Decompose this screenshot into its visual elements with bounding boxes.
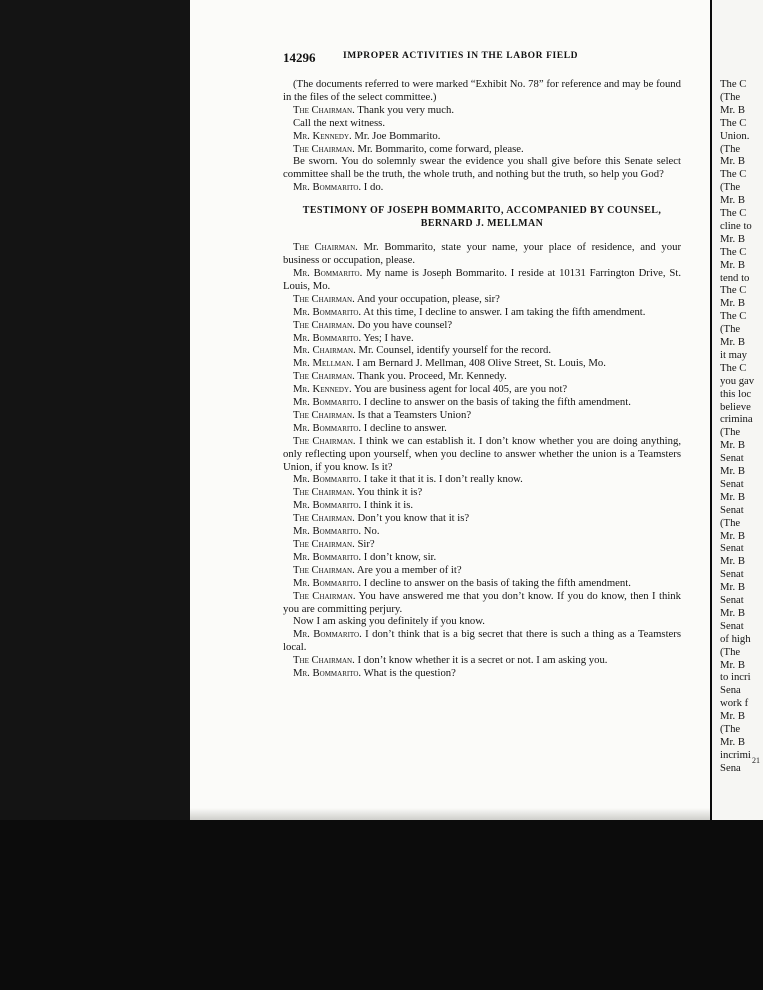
facing-page-line: Mr. B xyxy=(720,155,745,168)
section-heading: TESTIMONY OF JOSEPH BOMMARITO, ACCOMPANIED BY COUNSEL, BERNARD J. MELLMAN xyxy=(302,205,662,229)
paragraph xyxy=(283,667,681,680)
paragraph xyxy=(283,525,681,538)
paragraph-text: Mr. Joe Bommarito. xyxy=(351,129,441,142)
paragraph-text: I think it is. xyxy=(361,499,414,512)
facing-page-line: it may xyxy=(720,348,748,361)
facing-page-line: The C xyxy=(720,168,747,181)
paragraph xyxy=(283,473,681,486)
facing-page-line: (The xyxy=(720,142,741,155)
facing-page-line: The C xyxy=(720,116,747,129)
speaker-name: Mr. Bommarito. xyxy=(293,473,362,486)
paragraph xyxy=(283,383,681,396)
facing-page-line: (The xyxy=(720,723,741,735)
paragraph-text: No. xyxy=(361,525,380,538)
paragraph-text: Sir? xyxy=(354,538,375,550)
paragraph xyxy=(283,409,681,422)
paragraph xyxy=(283,117,681,130)
facing-page-line: Mr. B xyxy=(720,336,745,348)
facing-page-line: work f xyxy=(720,697,749,710)
paragraph xyxy=(283,486,681,499)
paragraph-text: You have answered me that you don’t know. If you do know, then I think you are committing perjury. xyxy=(283,589,681,615)
speaker-name: The Chairman. xyxy=(293,486,355,499)
facing-page-line: Mr. B xyxy=(720,465,745,477)
speaker-name: Mr. Bommarito. xyxy=(293,499,362,512)
facing-page-line: The C xyxy=(720,361,747,374)
paragraph xyxy=(283,344,681,357)
speaker-name: Mr. Bommarito. xyxy=(293,576,362,589)
paragraph xyxy=(283,155,681,181)
facing-page-line: Mr. B xyxy=(720,194,745,207)
paragraph-text: I take it that it is. I don’t really know. xyxy=(361,473,523,486)
paragraph-text: Thank you. Proceed, Mr. Kennedy. xyxy=(354,370,507,383)
facing-page-line: Mr. B xyxy=(720,658,745,671)
speaker-name: Mr. Bommarito. xyxy=(293,266,363,279)
paragraph-text: Mr. Counsel, identify yourself for the record. xyxy=(355,344,552,357)
speaker-name: Mr. Bommarito. xyxy=(293,331,362,344)
speaker-name: Mr. Chairman. xyxy=(293,344,356,357)
facing-page-line: The C xyxy=(720,207,747,219)
paragraph xyxy=(283,370,681,383)
facing-page-line: Mr. B xyxy=(720,232,745,245)
paragraph xyxy=(283,241,681,267)
facing-page-line: (The xyxy=(720,516,741,529)
facing-page-line: cline to xyxy=(720,219,752,232)
speaker-name: Mr. Kennedy. xyxy=(293,383,352,396)
paragraph-text: I decline to answer. xyxy=(361,421,447,434)
speaker-name: The Chairman. xyxy=(293,370,355,383)
page-number: 14296 xyxy=(283,50,316,65)
speaker-name: The Chairman. xyxy=(293,654,355,667)
intro-paragraphs xyxy=(283,78,681,194)
speaker-name: Mr. Bommarito. xyxy=(293,181,362,194)
paragraph xyxy=(283,538,681,551)
speaker-name: Mr. Bommarito. xyxy=(293,396,362,409)
page-header xyxy=(283,50,723,66)
speaker-name: The Chairman. xyxy=(293,318,355,331)
paragraph xyxy=(283,181,681,194)
facing-page-line: Senat xyxy=(720,503,744,516)
facing-page-fragment xyxy=(712,0,763,820)
facing-page-line: crimina xyxy=(720,413,753,426)
facing-page-line: believe xyxy=(720,400,751,413)
facing-page-line: Senat xyxy=(720,568,744,581)
speaker-name: Mr. Bommarito. xyxy=(293,550,362,563)
paragraph-text: Mr. Bommarito, state your name, your place of residence, and your business or occupation, please. xyxy=(283,241,682,267)
facing-page-line: this loc xyxy=(720,387,752,400)
facing-page-line: (The xyxy=(720,90,741,103)
facing-page-line: Mr. B xyxy=(720,606,745,619)
paragraph-text: I decline to answer on the basis of taking the fifth amendment. xyxy=(361,396,631,409)
facing-page-line: (The xyxy=(720,181,741,194)
paragraph xyxy=(283,319,681,332)
paragraph xyxy=(283,615,681,628)
facing-page-line: Senat xyxy=(720,594,744,606)
speaker-name: Mr. Mellman. xyxy=(293,357,354,370)
speaker-name: Mr. Bommarito. xyxy=(293,525,362,538)
paragraph-text: I think we can establish it. I don’t know whether you are doing anything, only reflecting upon yourself, when you decline to answer whether the union is a Teamsters Union, if you know. Is it? xyxy=(283,434,681,473)
facing-page-line: (The xyxy=(720,323,741,336)
paragraph-text: And your occupation, please, sir? xyxy=(354,292,500,305)
paragraph xyxy=(283,332,681,345)
paragraph-text: I don’t know, sir. xyxy=(361,550,437,563)
paragraph xyxy=(283,512,681,525)
facing-page-line: The C xyxy=(720,284,747,297)
testimony-transcript xyxy=(283,241,681,680)
paragraph-text: Be sworn. You do solemnly swear the evidence you shall give before this Senate select committee shall be the truth, the whole truth, and nothing but the truth, so help you God? xyxy=(283,155,681,181)
facing-page-line: tend to xyxy=(720,271,750,284)
facing-page-line: Mr. B xyxy=(720,490,745,503)
facing-page-line: Sena xyxy=(720,684,741,697)
paragraph xyxy=(283,435,681,474)
paragraph xyxy=(283,104,681,117)
facing-page-line: The C xyxy=(720,310,747,323)
paragraph-text: You are business agent for local 405, are you not? xyxy=(351,383,568,396)
speaker-name: The Chairman. xyxy=(293,241,358,254)
paragraph-text: Mr. Bommarito, come forward, please. xyxy=(354,142,524,155)
speaker-name: Mr. Bommarito. xyxy=(293,421,362,434)
paragraph-text: I do. xyxy=(361,181,384,194)
facing-page-line: Mr. B xyxy=(720,258,745,271)
speaker-name: The Chairman. xyxy=(293,142,355,155)
paragraph-text: I decline to answer on the basis of taking the fifth amendment. xyxy=(361,576,631,589)
speaker-name: The Chairman. xyxy=(293,563,355,576)
paragraph xyxy=(283,628,681,654)
paragraph-text: Yes; I have. xyxy=(361,331,414,344)
speaker-name: Mr. Bommarito. xyxy=(293,667,362,680)
paragraph xyxy=(283,577,681,590)
running-title: IMPROPER ACTIVITIES IN THE LABOR FIELD xyxy=(343,51,579,61)
facing-page-line: Sena xyxy=(720,761,741,774)
facing-page-line: you gav xyxy=(720,374,755,387)
paragraph xyxy=(283,499,681,512)
paragraph-text: I don’t know whether it is a secret or not. I am asking you. xyxy=(354,654,608,667)
facing-page-line: Mr. B xyxy=(720,297,745,310)
facing-page-line: Senat xyxy=(720,542,744,555)
paragraph-text: At this time, I decline to answer. I am taking the fifth amendment. xyxy=(361,305,646,318)
facing-page-line: Mr. B xyxy=(720,710,745,723)
paragraph-text: You think it is? xyxy=(354,486,423,499)
facing-page-line: Mr. B xyxy=(720,581,745,594)
facing-page-footnote: 21 xyxy=(752,756,760,765)
speaker-name: The Chairman. xyxy=(293,538,355,550)
facing-page-line: Senat xyxy=(720,477,744,490)
page-body xyxy=(283,78,681,680)
paragraph xyxy=(283,143,681,156)
paragraph xyxy=(283,590,681,616)
paragraph-text: Do you have counsel? xyxy=(354,318,453,331)
facing-page-line: (The xyxy=(720,426,741,439)
facing-page-line: Union. xyxy=(720,129,750,142)
paragraph-text: (The documents referred to were marked “Exhibit No. 78” for reference and may be found in the files of the select committee.) xyxy=(283,78,681,103)
paragraph xyxy=(283,551,681,564)
facing-page-line: Mr. B xyxy=(720,735,745,748)
speaker-name: The Chairman. xyxy=(293,408,355,421)
paragraph-text: My name is Joseph Bommarito. I reside at 10131 Farrington Drive, St. Louis, Mo. xyxy=(283,266,681,292)
paragraph-text: Are you a member of it? xyxy=(354,563,462,576)
speaker-name: The Chairman. xyxy=(293,292,355,305)
paragraph-text: Don’t you know that it is? xyxy=(354,512,470,525)
paragraph xyxy=(283,654,681,667)
speaker-name: The Chairman. xyxy=(293,434,356,447)
paragraph-text: What is the question? xyxy=(361,667,456,680)
facing-page-line: to incri xyxy=(720,671,751,684)
paragraph xyxy=(283,78,681,104)
paragraph xyxy=(283,293,681,306)
speaker-name: Mr. Bommarito. xyxy=(293,628,362,641)
facing-page-line: incrimi xyxy=(720,748,751,761)
paragraph-text: Is that a Teamsters Union? xyxy=(354,408,472,421)
facing-page-line: Mr. B xyxy=(720,555,745,568)
paragraph-text: Thank you very much. xyxy=(354,103,455,116)
paragraph-text: Call the next witness. xyxy=(293,116,386,129)
facing-page-line: Mr. B xyxy=(720,103,745,116)
speaker-name: The Chairman. xyxy=(293,589,356,602)
speaker-name: Mr. Kennedy. xyxy=(293,129,352,142)
facing-page-line: Senat xyxy=(720,452,744,465)
scan-bottom-margin xyxy=(0,820,763,990)
facing-page-line: The C xyxy=(720,245,747,258)
paragraph-text: Now I am asking you definitely if you know. xyxy=(293,615,485,628)
paragraph xyxy=(283,130,681,143)
paragraph xyxy=(283,396,681,409)
facing-page-line: (The xyxy=(720,645,741,658)
facing-page-line: Senat xyxy=(720,619,744,632)
facing-page-line: Mr. B xyxy=(720,439,745,452)
paragraph xyxy=(283,267,681,293)
paragraph xyxy=(283,306,681,319)
paragraph xyxy=(283,564,681,577)
paragraph-text: I am Bernard J. Mellman, 408 Olive Street, St. Louis, Mo. xyxy=(353,357,606,370)
paragraph-text: I don’t think that is a big secret that there is such a thing as a Teamsters local. xyxy=(283,628,681,654)
speaker-name: The Chairman. xyxy=(293,103,355,116)
facing-page-line: The C xyxy=(720,78,747,90)
facing-page-line: of high xyxy=(720,632,751,645)
speaker-name: Mr. Bommarito. xyxy=(293,305,362,318)
paragraph xyxy=(283,422,681,435)
facing-page-line: Mr. B xyxy=(720,529,745,542)
paragraph xyxy=(283,357,681,370)
speaker-name: The Chairman. xyxy=(293,512,355,525)
